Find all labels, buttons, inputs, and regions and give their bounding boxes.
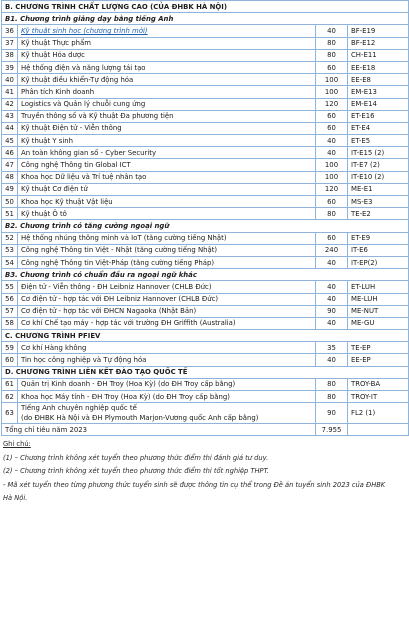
table-row xyxy=(2,354,409,366)
row-number: 60 xyxy=(2,354,18,366)
admission-code: ET-E9 xyxy=(348,232,409,244)
program-name: Quản trị Kinh doanh - ĐH Troy (Hoa Kỳ) (do ĐH Troy cấp bằng) xyxy=(18,378,316,390)
quota: 120 xyxy=(316,98,348,110)
program-name: Kỹ thuật Y sinh xyxy=(18,135,316,147)
row-number: 63 xyxy=(2,403,18,424)
row-number: 53 xyxy=(2,244,18,256)
admission-code: ET-E5 xyxy=(348,135,409,147)
quota: 40 xyxy=(316,354,348,366)
table-row xyxy=(2,256,409,268)
row-number: 45 xyxy=(2,135,18,147)
table-row xyxy=(2,37,409,49)
row-number: 57 xyxy=(2,305,18,317)
row-number: 49 xyxy=(2,183,18,195)
row-number: 54 xyxy=(2,256,18,268)
total-value: 7.955 xyxy=(316,424,348,436)
note-2: (2) – Chương trình không xét tuyển theo phương thức điểm thi tốt nghiệp THPT. xyxy=(3,467,269,476)
row-number: 62 xyxy=(2,391,18,403)
table-row xyxy=(2,25,409,37)
quota: 60 xyxy=(316,196,348,208)
admission-code: IT-E7 (2) xyxy=(348,159,409,171)
quota: 80 xyxy=(316,378,348,390)
table-row xyxy=(2,208,409,220)
row-number: 59 xyxy=(2,342,18,354)
table-row xyxy=(2,110,409,122)
program-name: An toàn không gian số - Cyber Security xyxy=(18,147,316,159)
table-row xyxy=(2,293,409,305)
quota: 120 xyxy=(316,183,348,195)
section-b3-header xyxy=(2,269,409,281)
table-row xyxy=(2,147,409,159)
admission-code: EE-E8 xyxy=(348,74,409,86)
program-name: Kỹ thuật Hóa dược xyxy=(18,49,316,61)
quota: 80 xyxy=(316,37,348,49)
row-number: 56 xyxy=(2,293,18,305)
quota: 80 xyxy=(316,208,348,220)
admission-code: EM-E13 xyxy=(348,86,409,98)
quota: 100 xyxy=(316,159,348,171)
admission-code: TE-EP xyxy=(348,342,409,354)
section-b2-header xyxy=(2,220,409,232)
row-number: 44 xyxy=(2,122,18,134)
table-row xyxy=(2,305,409,317)
row-number: 55 xyxy=(2,281,18,293)
table-row xyxy=(2,86,409,98)
row-number: 52 xyxy=(2,232,18,244)
program-name: Phân tích Kinh doanh xyxy=(18,86,316,98)
row-number: 61 xyxy=(2,378,18,390)
program-name: Khoa học Kỹ thuật Vật liệu xyxy=(18,196,316,208)
admission-code: TROY-BA xyxy=(348,378,409,390)
section-b-header-title: B. CHƯƠNG TRÌNH CHẤT LƯỢNG CAO (CỦA ĐHBK HÀ NỘI) xyxy=(2,1,409,13)
table-row xyxy=(2,378,409,390)
admission-code: ME-NUT xyxy=(348,305,409,317)
program-name: Kỹ thuật Điện tử - Viễn thông xyxy=(18,122,316,134)
section-b3-header-title: B3. Chương trình có chuẩn đầu ra ngoại ngữ khác xyxy=(2,269,409,281)
row-number: 38 xyxy=(2,49,18,61)
notes-heading: Ghi chú: xyxy=(3,440,31,449)
program-name: Kỹ thuật Ô tô xyxy=(18,208,316,220)
program-name: Khoa học Dữ liệu và Trí tuệ nhân tạo xyxy=(18,171,316,183)
quota: 40 xyxy=(316,293,348,305)
admission-code: EE-EP xyxy=(348,354,409,366)
row-number: 50 xyxy=(2,196,18,208)
quota: 80 xyxy=(316,391,348,403)
program-name: Hệ thống nhúng thông minh và IoT (tăng cường tiếng Nhật) xyxy=(18,232,316,244)
quota: 40 xyxy=(316,256,348,268)
program-name: Tin học công nghiệp và Tự động hóa xyxy=(18,354,316,366)
total-label: Tổng chỉ tiêu năm 2023 xyxy=(2,424,316,436)
quota: 60 xyxy=(316,122,348,134)
quota: 240 xyxy=(316,244,348,256)
row-number: 46 xyxy=(2,147,18,159)
section-c-header-title: C. CHƯƠNG TRÌNH PFIEV xyxy=(2,330,409,342)
section-d-header-title: D. CHƯƠNG TRÌNH LIÊN KẾT ĐÀO TẠO QUỐC TẾ xyxy=(2,366,409,378)
section-b1-header xyxy=(2,13,409,25)
program-name: Điện tử - Viễn thông - ĐH Leibniz Hannover (CHLB Đức) xyxy=(18,281,316,293)
quota: 90 xyxy=(316,403,348,424)
quota: 40 xyxy=(316,317,348,329)
quota: 100 xyxy=(316,74,348,86)
admission-code: ET-E16 xyxy=(348,110,409,122)
program-name xyxy=(18,25,316,37)
notes xyxy=(3,438,409,505)
table-row xyxy=(2,244,409,256)
admission-code: BF-E12 xyxy=(348,37,409,49)
admission-code: BF-E19 xyxy=(348,25,409,37)
admission-code: EM-E14 xyxy=(348,98,409,110)
program-name: Kỹ thuật điều khiển-Tự động hóa xyxy=(18,74,316,86)
quota: 80 xyxy=(316,49,348,61)
program-name: Cơ điện tử - hợp tác với ĐH Leibniz Hannover (CHLB Đức) xyxy=(18,293,316,305)
section-c-header xyxy=(2,330,409,342)
admissions-table xyxy=(1,0,409,436)
program-name-line-2: (do ĐHBK Hà Nội và ĐH Plymouth Marjon-Vương quốc Anh cấp bằng) xyxy=(21,414,259,423)
quota: 40 xyxy=(316,281,348,293)
table-row xyxy=(2,171,409,183)
admission-code: CH-E11 xyxy=(348,49,409,61)
table-row xyxy=(2,135,409,147)
table-row xyxy=(2,183,409,195)
program-name: Công nghệ Thông tin Việt - Nhật (tăng cường tiếng Nhật) xyxy=(18,244,316,256)
table-row xyxy=(2,232,409,244)
program-name: Cơ điện tử - hợp tác với ĐHCN Nagaoka (Nhật Bản) xyxy=(18,305,316,317)
admission-code: IT-E15 (2) xyxy=(348,147,409,159)
quota: 60 xyxy=(316,232,348,244)
row-number: 48 xyxy=(2,171,18,183)
table-row xyxy=(2,342,409,354)
table-row xyxy=(2,159,409,171)
admission-code: FL2 (1) xyxy=(348,403,409,424)
table-row xyxy=(2,391,409,403)
section-b-header xyxy=(2,1,409,13)
row-number: 43 xyxy=(2,110,18,122)
admission-code: ET-LUH xyxy=(348,281,409,293)
row-number: 41 xyxy=(2,86,18,98)
admission-code: IT-EP(2) xyxy=(348,256,409,268)
program-name: Cơ khí Chế tạo máy - hợp tác với trường ĐH Griffith (Australia) xyxy=(18,317,316,329)
section-d-header xyxy=(2,366,409,378)
total-empty-cell xyxy=(348,424,409,436)
table-row xyxy=(2,281,409,293)
row-number: 37 xyxy=(2,37,18,49)
admission-code: ME-LUH xyxy=(348,293,409,305)
admission-code: ME-E1 xyxy=(348,183,409,195)
program-name: Công nghệ Thông tin Global ICT xyxy=(18,159,316,171)
table-row xyxy=(2,49,409,61)
table-row xyxy=(2,317,409,329)
admission-code: IT-E6 xyxy=(348,244,409,256)
program-name: Khoa học Máy tính - ĐH Troy (Hoa Kỳ) (do ĐH Troy cấp bằng) xyxy=(18,391,316,403)
program-name: Kỹ thuật Thực phẩm xyxy=(18,37,316,49)
quota: 60 xyxy=(316,61,348,73)
quota: 60 xyxy=(316,110,348,122)
admission-code: ME-GU xyxy=(348,317,409,329)
admission-code: TROY-IT xyxy=(348,391,409,403)
program-name: Kỹ thuật Cơ điện tử xyxy=(18,183,316,195)
program-name: Công nghệ Thông tin Việt-Pháp (tăng cường tiếng Pháp) xyxy=(18,256,316,268)
row-number: 58 xyxy=(2,317,18,329)
program-link[interactable]: Kỹ thuật sinh học (chương trình mới) xyxy=(21,26,148,35)
row-number: 51 xyxy=(2,208,18,220)
table-row xyxy=(2,98,409,110)
quota: 40 xyxy=(316,135,348,147)
program-name: Cơ khí Hàng không xyxy=(18,342,316,354)
table-row xyxy=(2,74,409,86)
row-number: 40 xyxy=(2,74,18,86)
quota: 35 xyxy=(316,342,348,354)
admission-code: EE-E18 xyxy=(348,61,409,73)
admission-code: ET-E4 xyxy=(348,122,409,134)
note-3: - Mã xét tuyển theo từng phương thức tuyển sinh sẽ được thông tin cụ thể trong Đề án tuyển sinh 2023 của ĐHBK xyxy=(3,480,386,489)
section-b2-header-title: B2. Chương trình có tăng cường ngoại ngữ xyxy=(2,220,409,232)
program-name xyxy=(18,403,316,424)
row-number: 39 xyxy=(2,61,18,73)
admission-code: IT-E10 (2) xyxy=(348,171,409,183)
program-name: Truyền thông số và Kỹ thuật Đa phương tiện xyxy=(18,110,316,122)
quota: 100 xyxy=(316,171,348,183)
table-row xyxy=(2,61,409,73)
admission-code: MS-E3 xyxy=(348,196,409,208)
program-name-line-1: Tiếng Anh chuyên nghiệp quốc tế xyxy=(21,404,137,413)
note-1: (1) – Chương trình không xét tuyển theo phương thức điểm thi đánh giá tư duy. xyxy=(3,453,269,462)
row-number: 47 xyxy=(2,159,18,171)
quota: 40 xyxy=(316,147,348,159)
note-3-cont: Hà Nội. xyxy=(3,494,28,502)
table-row xyxy=(2,122,409,134)
quota: 100 xyxy=(316,86,348,98)
program-name: Hệ thống điện và năng lượng tái tạo xyxy=(18,61,316,73)
table-row xyxy=(2,403,409,424)
section-b1-header-title: B1. Chương trình giảng dạy bằng tiếng Anh xyxy=(2,13,409,25)
program-name: Logistics và Quản lý chuỗi cung ứng xyxy=(18,98,316,110)
admission-code: TE-E2 xyxy=(348,208,409,220)
quota: 90 xyxy=(316,305,348,317)
quota: 40 xyxy=(316,25,348,37)
row-number: 42 xyxy=(2,98,18,110)
table-row xyxy=(2,196,409,208)
row-number: 36 xyxy=(2,25,18,37)
total-row xyxy=(2,424,409,436)
